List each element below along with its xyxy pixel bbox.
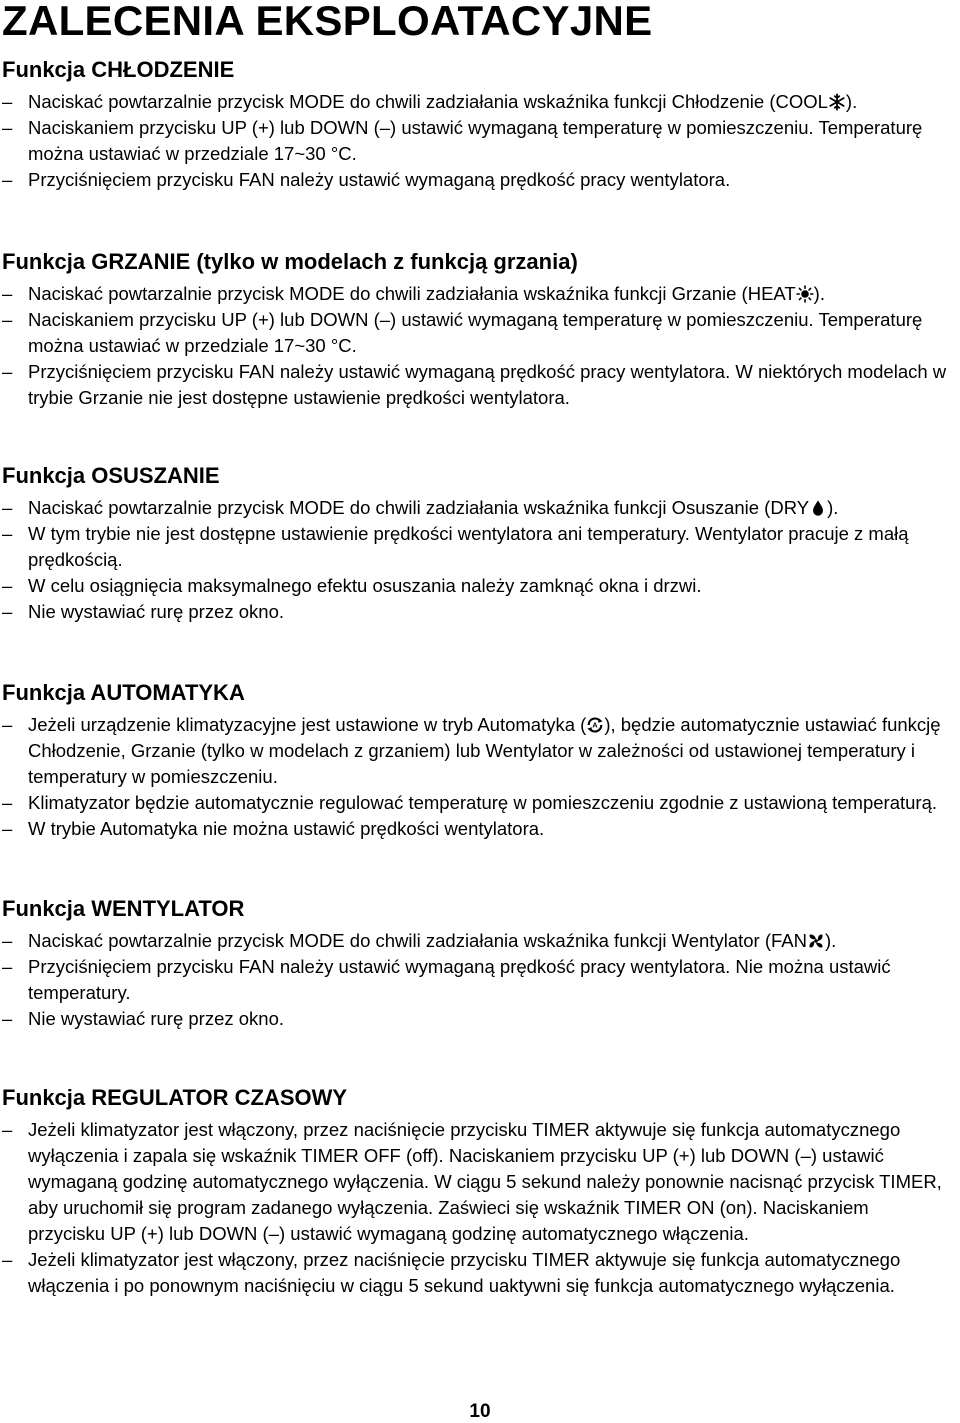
- droplet-icon: [809, 499, 827, 517]
- item-text: Naciskać powtarzalnie przycisk MODE do chwili zadziałania wskaźnika funkcji Wentylator (FAN: [28, 930, 807, 951]
- instruction-list: [0, 495, 950, 625]
- list-item: [0, 281, 950, 307]
- list-item: [0, 495, 950, 521]
- snowflake-icon: [828, 93, 846, 111]
- item-text: W celu osiągnięcia maksymalnego efektu osuszania należy zamknąć okna i drzwi.: [28, 575, 702, 596]
- item-text: Przyciśnięciem przycisku FAN należy ustawić wymaganą prędkość pracy wentylatora. W niektórych modelach w trybie Grzanie nie jest dostępne ustawienie prędkości wentylatora.: [28, 361, 947, 408]
- section-heading: Funkcja GRZANIE (tylko w modelach z funkcją grzania): [2, 249, 578, 274]
- item-text: Przyciśnięciem przycisku FAN należy ustawić wymaganą prędkość pracy wentylatora.: [28, 169, 731, 190]
- list-item: [0, 1117, 950, 1247]
- list-item: [0, 521, 950, 573]
- item-text: ), będzie automatycznie ustawiać funkcję Chłodzenie, Grzanie (tylko w modelach z grzaniem) lub Wentylator w zależności od ustawionej temperatury i temperatury w pomieszczeniu.: [28, 714, 941, 787]
- list-dash: –: [2, 361, 13, 382]
- item-text: Naciskać powtarzalnie przycisk MODE do chwili zadziałania wskaźnika funkcji Osuszanie (DRY: [28, 497, 810, 518]
- instruction-list: [0, 1117, 950, 1299]
- list-dash: –: [2, 523, 13, 544]
- list-item: [0, 89, 950, 115]
- instruction-list: [0, 928, 950, 1032]
- item-text: Nie wystawiać rurę przez okno.: [28, 601, 285, 622]
- section-heading: Funkcja REGULATOR CZASOWY: [2, 1085, 348, 1110]
- section-drying: [0, 463, 950, 625]
- section-heating: [0, 249, 950, 411]
- item-text: Klimatyzator będzie automatycznie regulować temperaturę w pomieszczeniu zgodnie z ustawioną temperaturą.: [28, 792, 938, 813]
- item-text: Jeżeli urządzenie klimatyzacyjne jest ustawione w tryb Automatyka (: [28, 714, 587, 735]
- page-title: ZALECENIA EKSPLOATACYJNE: [2, 0, 653, 44]
- section-cooling: [0, 57, 950, 193]
- section-timer: [0, 1085, 950, 1299]
- item-text: Naciskaniem przycisku UP (+) lub DOWN (‒) ustawić wymaganą temperaturę w pomieszczeniu. Temperaturę można ustawiać w przedziale 17~30 °C.: [28, 309, 923, 356]
- list-item: [0, 954, 950, 1006]
- instruction-list: [0, 712, 950, 842]
- fan-icon: [807, 932, 825, 950]
- item-text: ).: [813, 283, 825, 304]
- section-heading: Funkcja CHŁODZENIE: [2, 57, 235, 82]
- item-text: Naciskać powtarzalnie przycisk MODE do chwili zadziałania wskaźnika funkcji Grzanie (HEAT: [28, 283, 796, 304]
- item-text: ).: [827, 497, 839, 518]
- item-text: Jeżeli klimatyzator jest włączony, przez naciśnięcie przycisku TIMER aktywuje się funkcja automatycznego wyłączenia i zapala się wskaźnik TIMER OFF (off). Naciskaniem przycisku UP (+) lub DOWN (‒) ustawić wymaganą godzinę automatycznego wyłączenia. W ciągu 5 sekund należy ponownie nacisnąć przycisk TIMER, aby uruchomił się program zadanego wyłączenia. Zaświeci się wskaźnik TIMER ON (on). Naciskaniem przycisku UP (+) lub DOWN (‒) ustawić wymaganą godzinę automatycznego włączenia.: [28, 1119, 942, 1244]
- list-item: [0, 167, 950, 193]
- instruction-list: [0, 89, 950, 193]
- list-item: [0, 1006, 950, 1032]
- item-text: Nie wystawiać rurę przez okno.: [28, 1008, 285, 1029]
- svg-text:A: A: [592, 720, 598, 730]
- item-text: Przyciśnięciem przycisku FAN należy ustawić wymaganą prędkość pracy wentylatora. Nie można ustawić temperatury.: [28, 956, 891, 1003]
- list-dash: –: [2, 818, 13, 839]
- auto-mode-icon: [586, 716, 604, 734]
- section-auto: [0, 680, 950, 842]
- list-item: [0, 1247, 950, 1299]
- list-item: [0, 816, 950, 842]
- item-text: ).: [845, 91, 858, 112]
- list-dash: –: [2, 91, 13, 112]
- item-text: Naciskaniem przycisku UP (+) lub DOWN (‒) ustawić wymaganą temperaturę w pomieszczeniu. Temperaturę można ustawiać w przedziale 17~30 °C.: [28, 117, 923, 164]
- item-text: Naciskać powtarzalnie przycisk MODE do chwili zadziałania wskaźnika funkcji Chłodzenie (COOL: [28, 91, 828, 112]
- section-fan: [0, 896, 950, 1032]
- list-dash: –: [2, 792, 13, 813]
- list-item: [0, 928, 950, 954]
- list-item: [0, 790, 950, 816]
- item-text: ).: [825, 930, 837, 951]
- list-dash: –: [2, 956, 13, 977]
- list-dash: –: [2, 169, 13, 190]
- page-number: 10: [469, 1401, 491, 1422]
- list-dash: –: [2, 1008, 13, 1029]
- instruction-list: [0, 281, 950, 411]
- item-text: Jeżeli klimatyzator jest włączony, przez naciśnięcie przycisku TIMER aktywuje się funkcja automatycznego włączenia i po ponownym naciśnięciu w ciągu 5 sekund uaktywni się funkcja automatycznego wyłączenia.: [28, 1249, 901, 1296]
- list-dash: –: [2, 1119, 13, 1140]
- list-item: [0, 359, 950, 411]
- item-text: W tym trybie nie jest dostępne ustawienie prędkości wentylatora ani temperatury. Wentylator pracuje z małą prędkością.: [28, 523, 909, 570]
- list-item: [0, 599, 950, 625]
- list-dash: –: [2, 601, 13, 622]
- list-dash: –: [2, 117, 13, 138]
- list-item: [0, 712, 950, 790]
- list-item: [0, 573, 950, 599]
- item-text: W trybie Automatyka nie można ustawić prędkości wentylatora.: [28, 818, 545, 839]
- list-dash: –: [2, 930, 13, 951]
- section-heading: Funkcja AUTOMATYKA: [2, 680, 245, 705]
- section-heading: Funkcja OSUSZANIE: [2, 463, 220, 488]
- list-dash: –: [2, 575, 13, 596]
- section-heading: Funkcja WENTYLATOR: [2, 896, 245, 921]
- sun-icon: [796, 285, 814, 303]
- list-dash: –: [2, 1249, 13, 1270]
- list-dash: –: [2, 283, 13, 304]
- list-dash: –: [2, 497, 13, 518]
- list-dash: –: [2, 309, 13, 330]
- list-dash: –: [2, 714, 13, 735]
- list-item: [0, 115, 950, 167]
- list-item: [0, 307, 950, 359]
